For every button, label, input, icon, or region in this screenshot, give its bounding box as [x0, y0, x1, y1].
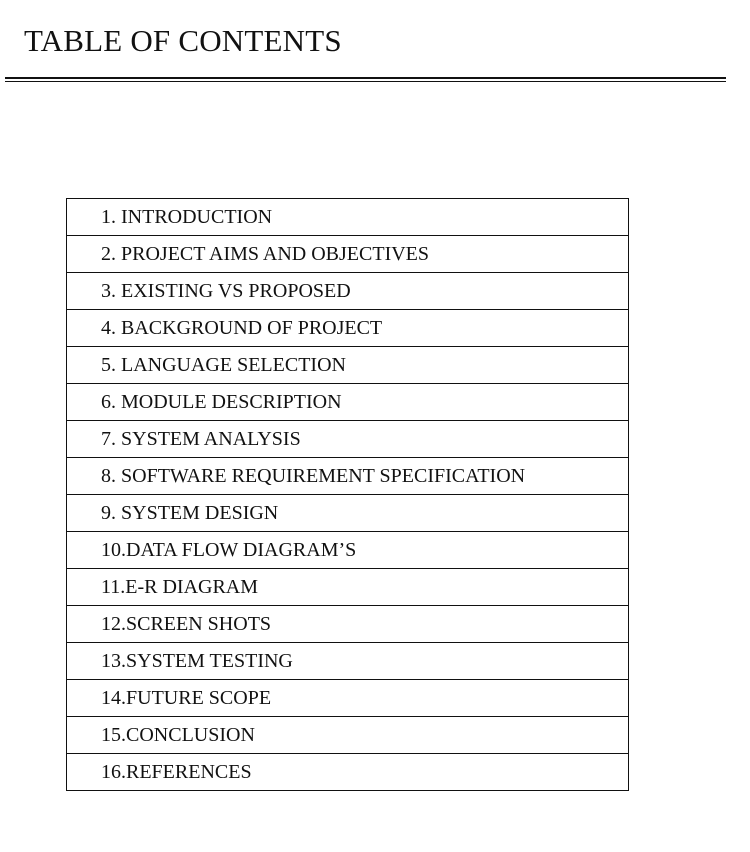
- toc-row: [67, 680, 629, 717]
- toc-row: [67, 236, 629, 273]
- title-underline-thick: [5, 77, 726, 79]
- toc-row: [67, 347, 629, 384]
- toc-row: [67, 569, 629, 606]
- toc-row: [67, 384, 629, 421]
- toc-row: [67, 310, 629, 347]
- toc-item: 9. SYSTEM DESIGN: [67, 495, 629, 532]
- toc-item: 12.SCREEN SHOTS: [67, 606, 629, 643]
- toc-item: 13.SYSTEM TESTING: [67, 643, 629, 680]
- toc-row: [67, 458, 629, 495]
- toc-row: [67, 273, 629, 310]
- toc-row: [67, 643, 629, 680]
- toc-item: 10.DATA FLOW DIAGRAM’S: [67, 532, 629, 569]
- toc-item: 2. PROJECT AIMS AND OBJECTIVES: [67, 236, 629, 273]
- toc-row: [67, 495, 629, 532]
- toc-item: 7. SYSTEM ANALYSIS: [67, 421, 629, 458]
- toc-row: [67, 532, 629, 569]
- toc-row: [67, 754, 629, 791]
- toc-row: [67, 717, 629, 754]
- page-title: TABLE OF CONTENTS: [24, 23, 342, 58]
- toc-row: [67, 606, 629, 643]
- toc-item: 5. LANGUAGE SELECTION: [67, 347, 629, 384]
- toc-table: [66, 198, 629, 791]
- toc-row: [67, 199, 629, 236]
- toc-row: [67, 421, 629, 458]
- toc-item: 4. BACKGROUND OF PROJECT: [67, 310, 629, 347]
- toc-item: 14.FUTURE SCOPE: [67, 680, 629, 717]
- toc-item: 1. INTRODUCTION: [67, 199, 629, 236]
- title-underline-thin: [5, 81, 726, 82]
- toc-item: 8. SOFTWARE REQUIREMENT SPECIFICATION: [67, 458, 629, 495]
- toc-item: 3. EXISTING VS PROPOSED: [67, 273, 629, 310]
- toc-item: 15.CONCLUSION: [67, 717, 629, 754]
- toc-item: 16.REFERENCES: [67, 754, 629, 791]
- toc-item: 6. MODULE DESCRIPTION: [67, 384, 629, 421]
- toc-item: 11.E-R DIAGRAM: [67, 569, 629, 606]
